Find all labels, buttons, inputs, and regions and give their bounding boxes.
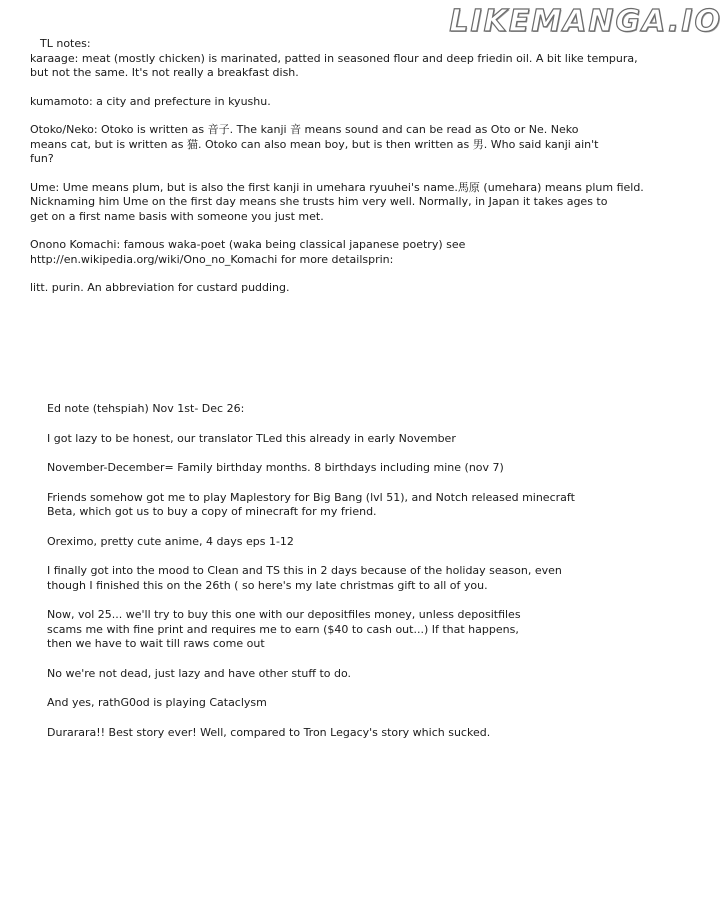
ed-notes-section (47, 402, 687, 755)
tl-note-karaage: karaage: meat (mostly chicken) is marinated, patted in seasoned flour and deep friedin oil. A bit like tempura, but not the same. It's not really a breakfast dish. (30, 51, 638, 79)
site-watermark: LIKEMANGA.IO (449, 4, 722, 39)
ed-note-paragraph: Friends somehow got me to play Maplestory for Big Bang (lvl 51), and Notch released minecraft Beta, which got us to buy a copy of minecraft for my friend. (47, 490, 575, 518)
tl-note-purin: litt. purin. An abbreviation for custard pudding. (30, 281, 290, 294)
tl-note-kumamoto: kumamoto: a city and prefecture in kyushu. (30, 94, 271, 108)
ed-note-paragraph: November-December= Family birthday months. 8 birthdays including mine (nov 7) (47, 461, 504, 474)
ed-note-paragraph: And yes, rathG0od is playing Cataclysm (47, 696, 267, 709)
ed-note-paragraph: Durarara!! Best story ever! Well, compared to Tron Legacy's story which sucked. (47, 725, 491, 739)
ed-note-paragraph: Oreximo, pretty cute anime, 4 days eps 1-12 (47, 534, 294, 548)
tl-notes-heading: TL notes: (40, 37, 91, 50)
tl-note-otoko-neko: Otoko/Neko: Otoko is written as 音子. The kanji 音 means sound and can be read as Oto or Ne. Neko means cat, but is written as 猫. Otoko can also mean boy, but is then written as 男. Who said kanji ain't fun? (30, 123, 599, 165)
tl-note-onono-komachi: Onono Komachi: famous waka-poet (waka being classical japanese poetry) see http://en.wikipedia.org/wiki/Ono_no_Komachi for more detailsprin: (30, 238, 466, 266)
ed-note-heading: Ed note (tehspiah) Nov 1st- Dec 26: (47, 402, 245, 415)
ed-note-paragraph: I got lazy to be honest, our translator TLed this already in early November (47, 431, 456, 445)
ed-note-paragraph: Now, vol 25... we'll try to buy this one with our depositfiles money, unless depositfiles scams me with fine print and requires me to earn ($40 to cash out...) If that happens, then we have to wait till raws come out (47, 608, 521, 650)
ed-note-paragraph: I finally got into the mood to Clean and TS this in 2 days because of the holiday season, even though I finished this on the 26th ( so here's my late christmas gift to all of you. (47, 564, 562, 592)
ed-note-paragraph: No we're not dead, just lazy and have other stuff to do. (47, 666, 352, 680)
tl-notes-section (30, 37, 700, 310)
tl-note-ume: Ume: Ume means plum, but is also the first kanji in umehara ryuuhei's name.馬原 (umehara) means plum field. Nicknaming him Ume on the first day means she trusts him very well. Normally, in Japan it takes ages to get on a first name basis with someone you just met. (30, 180, 644, 223)
